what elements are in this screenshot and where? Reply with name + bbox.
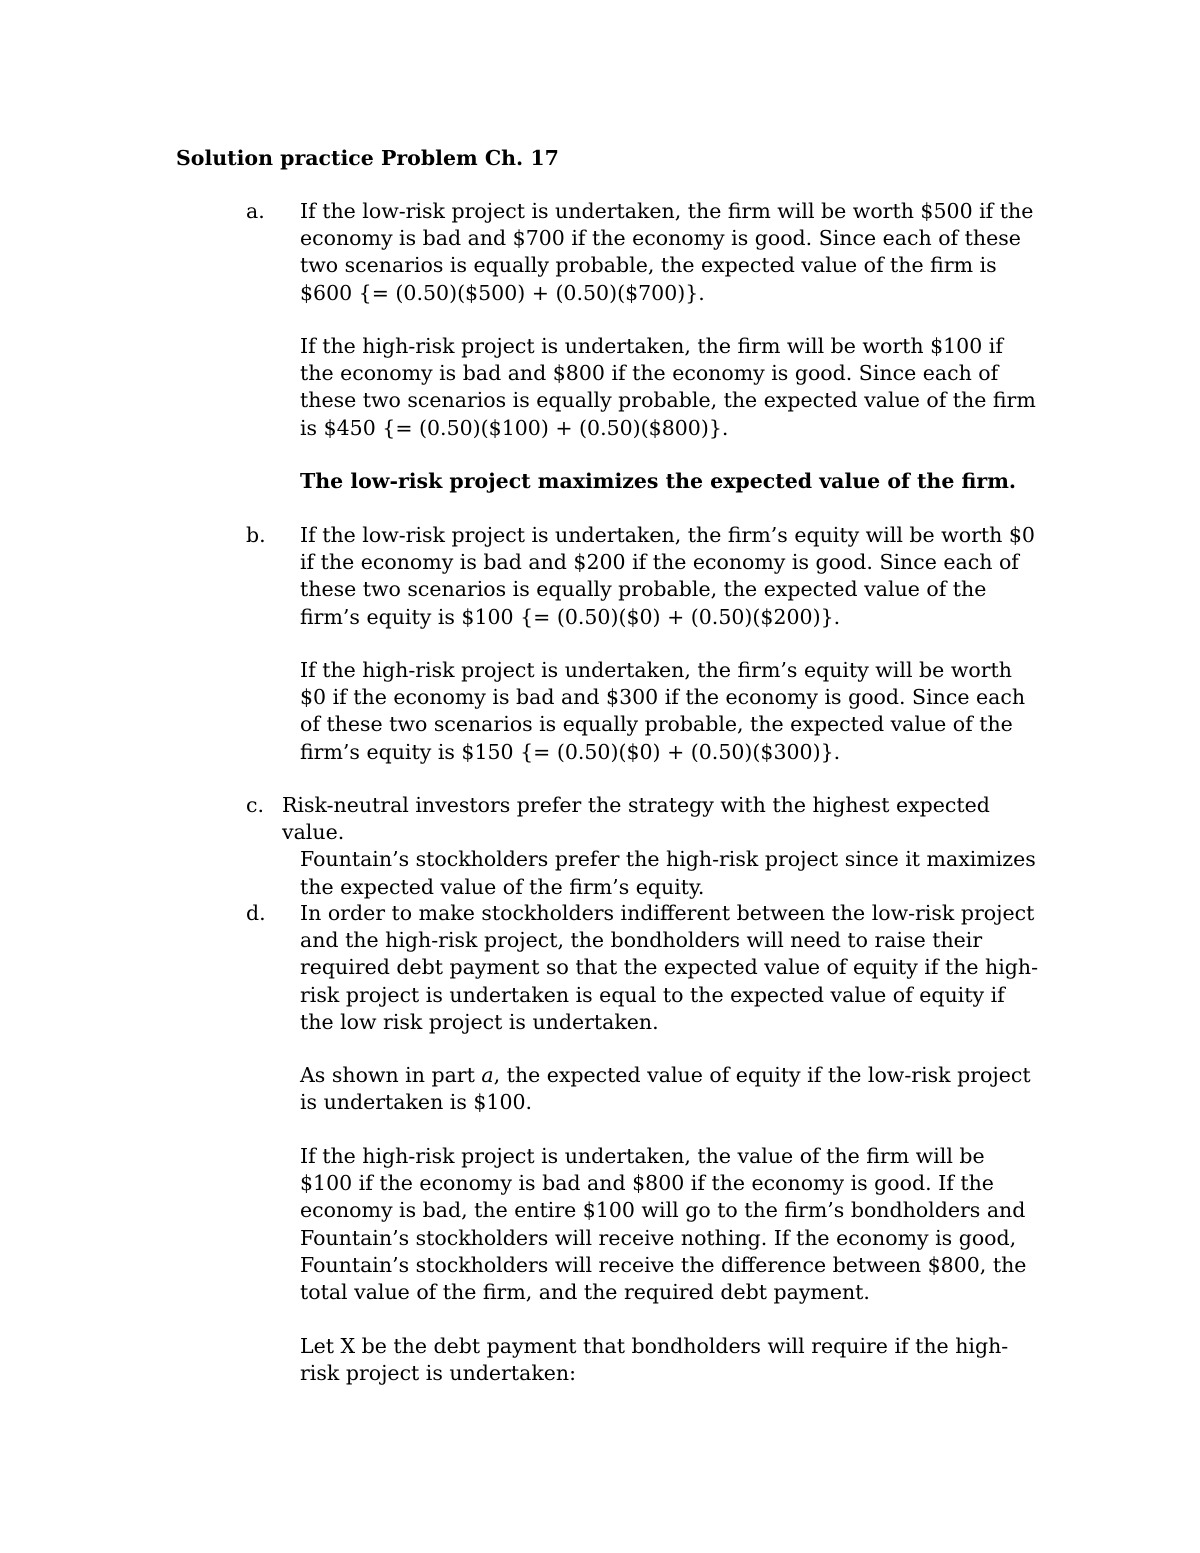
item-d-paragraph-3: If the high-risk project is undertaken, the value of the firm will be $100 if the economy is bad and $800 if the economy is good. If the economy is bad, the entire $100 will go to the firm’s bondholders and Fountain’s stockholders will receive nothing. If the economy is good, Fountain’s stockholders will receive the difference between $800, the total value of the firm, and the required debt payment. — [300, 1144, 1027, 1305]
item-a-marker: a. — [246, 199, 265, 223]
item-c-line-1: Risk-neutral investors prefer the strategy with the highest expected value. — [282, 793, 990, 845]
item-d-p2-italic: a — [481, 1063, 494, 1087]
item-c-rest: Fountain’s stockholders prefer the high-risk project since it maximizes the expected value of the firm’s equity. — [300, 847, 1036, 899]
item-d-paragraph-1: In order to make stockholders indifferent between the low-risk project and the high-risk project, the bondholders will need to raise their required debt payment so that the expected value of equity if the high-risk project is undertaken is equal to the expected value of equity if the low risk project is undertaken. — [300, 901, 1039, 1034]
item-c-marker: c. — [246, 793, 264, 817]
item-c-paragraph — [282, 792, 1042, 901]
item-d-marker: d. — [246, 901, 266, 925]
item-d-p2-pre: As shown in part — [300, 1063, 482, 1087]
document-title: Solution practice Problem Ch. 17 — [176, 146, 559, 170]
item-d-p2-post: , the expected value of equity if the low-risk project is undertaken is $100. — [300, 1063, 1031, 1115]
item-b-marker: b. — [246, 523, 266, 547]
item-d-paragraph-4: Let X be the debt payment that bondholders will require if the high-risk project is undertaken: — [300, 1334, 1009, 1386]
item-a-conclusion: The low-risk project maximizes the expected value of the firm. — [300, 469, 1017, 493]
item-b-paragraph-2: If the high-risk project is undertaken, the firm’s equity will be worth $0 if the economy is bad and $300 if the economy is good. Since each of these two scenarios is equally probable, the expected value of the firm’s equity is $150 {= (0.50)($0) + (0.50)($300)}. — [300, 658, 1026, 764]
item-d-paragraph-2 — [300, 1062, 1040, 1116]
item-a-paragraph-2: If the high-risk project is undertaken, the firm will be worth $100 if the economy is bad and $800 if the economy is good. Since each of these two scenarios is equally probable, the expected value of the firm is $450 {= (0.50)($100) + (0.50)($800)}. — [300, 334, 1036, 440]
item-b-paragraph-1: If the low-risk project is undertaken, the firm’s equity will be worth $0 if the economy is bad and $200 if the economy is good. Since each of these two scenarios is equally probable, the expected value of the firm’s equity is $100 {= (0.50)($0) + (0.50)($200)}. — [300, 523, 1035, 629]
item-a-paragraph-1: If the low-risk project is undertaken, the firm will be worth $500 if the economy is bad and $700 if the economy is good. Since each of these two scenarios is equally probable, the expected value of the firm is $600 {= (0.50)($500) + (0.50)($700)}. — [300, 199, 1034, 305]
